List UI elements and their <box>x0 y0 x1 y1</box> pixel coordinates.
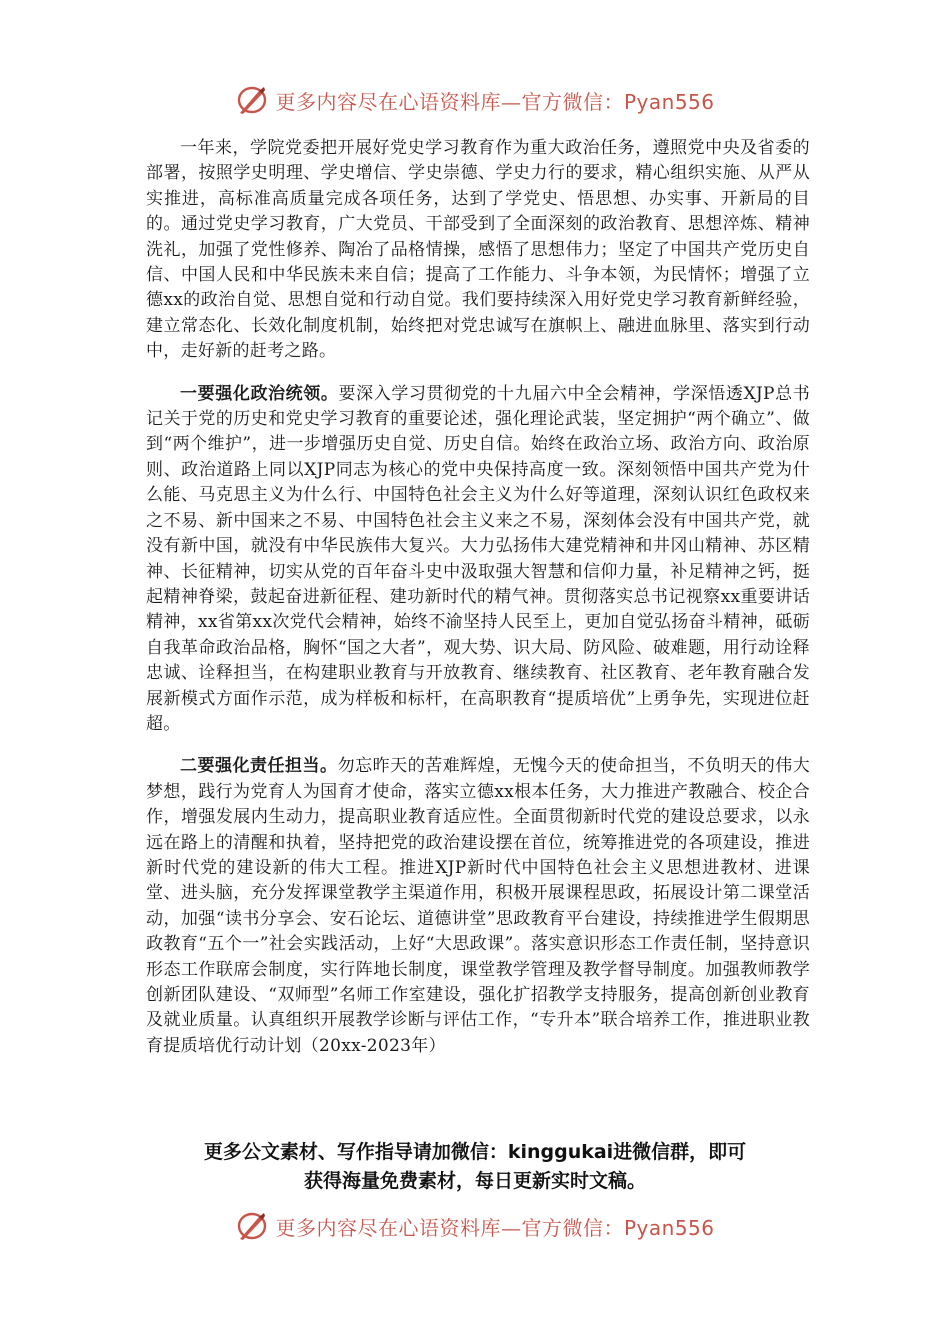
promo-notice <box>140 1138 810 1196</box>
banner-text: 更多内容尽在心语资料库—官方微信：Pyan556 <box>275 89 715 114</box>
header-banner <box>0 80 950 120</box>
banner-text: 更多内容尽在心语资料库—官方微信：Pyan556 <box>275 1215 715 1240</box>
footer-banner <box>0 1206 950 1246</box>
paragraph-heading: 一要强化政治统领。 <box>180 383 339 404</box>
paragraph-responsibility: 二要强化责任担当。勿忘昨天的苦难辉煌，无愧今天的使命担当，不负明天的伟大梦想，践行为党育人为国育才使命，落实立德xx根本任务，大力推进产教融合、校企合作，增强发展内生动力，提高职业教育适应性。全面贯彻新时代党的建设总要求，以永远在路上的清醒和执着，坚持把党的政治建设摆在首位，统筹推进党的各项建设，推进新时代党的建设新的伟大工程。推进XJP新时代中国特色社会主义思想进教材、进课堂、进头脑，充分发挥课堂教学主渠道作用，积极开展课程思政，拓展设计第二课堂活动，加强“读书分享会、安石论坛、道德讲堂”思政教育平台建设，持续推进学生假期思政教育“五个一”社会实践活动，上好“大思政课”。落实意识形态工作责任制，坚持意识形态工作联席会制度，实行阵地长制度，课堂教学管理及教学督导制度。加强教师教学创新团队建设、“双师型”名师工作室建设，强化扩招教学支持服务，提高创新创业教育及就业质量。认真组织开展教学诊断与评估工作，“专升本”联合培养工作，推进职业教育提质培优行动计划（20xx-2023年） <box>146 756 811 1056</box>
pen-logo-icon <box>235 1209 269 1243</box>
paragraph-heading: 二要强化责任担当。 <box>180 756 338 777</box>
pen-logo-icon <box>235 83 269 117</box>
promo-line-1: 更多公文素材、写作指导请加微信：kinggukai进微信群，即可 <box>203 1141 747 1163</box>
paragraph-intro: 一年来，学院党委把开展好党史学习教育作为重大政治任务，遵照党中央及省委的部署，按照学史明理、学史增信、学史崇德、学史力行的要求，精心组织实施、从严从实推进，高标准高质量完成各项任务，达到了学党史、悟思想、办实事、开新局的目的。通过党史学习教育，广大党员、干部受到了全面深刻的政治教育、思想淬炼、精神洗礼，加强了党性修养、陶冶了品格情操，感悟了思想伟力；坚定了中国共产党历史自信、中国人民和中华民族未来自信；提高了工作能力、斗争本领，为民情怀；增强了立德xx的政治自觉、思想自觉和行动自觉。我们要持续深入用好党史学习教育新鲜经验，建立常态化、长效化制度机制，始终把对党忠诚写在旗帜上、融进血脉里、落实到行动中，走好新的赶考之路。 <box>146 138 810 362</box>
promo-line-2: 获得海量免费素材，每日更新实时文稿。 <box>303 1170 646 1192</box>
paragraph-political-leadership: 一要强化政治统领。要深入学习贯彻党的十九届六中全会精神，学深悟透XJP总书记关于党的历史和党史学习教育的重要论述，强化理论武装，坚定拥护“两个确立”、做到“两个维护”，进一步增强历史自觉、历史自信。始终在政治立场、政治方向、政治原则、政治道路上同以XJP同志为核心的党中央保持高度一致。深刻领悟中国共产党为什么能、马克思主义为什么行、中国特色社会主义为什么好等道理，深刻认识红色政权来之不易、新中国来之不易、中国特色社会主义来之不易，深刻体会没有中国共产党，就没有新中国，就没有中华民族伟大复兴。大力弘扬伟大建党精神和井冈山精神、苏区精神、长征精神，切实从党的百年奋斗史中汲取强大智慧和信仰力量，补足精神之钙，挺起精神脊梁，鼓起奋进新征程、建功新时代的精气神。贯彻落实总书记视察xx重要讲话精神，xx省第xx次党代会精神，始终不渝坚持人民至上，更加自觉弘扬奋斗精神，砥砺自我革命政治品格，胸怀“国之大者”，观大势、识大局、防风险、破难题，用行动诠释忠诚、诠释担当，在构建职业教育与开放教育、继续教育、社区教育、老年教育融合发展新模式方面作示范，成为样板和标杆，在高职教育“提质培优”上勇争先，实现进位赶超。 <box>146 383 810 734</box>
banner-wechat-id: Pyan556 <box>623 89 715 114</box>
document-body <box>146 136 810 1059</box>
banner-wechat-id: Pyan556 <box>623 1215 715 1240</box>
